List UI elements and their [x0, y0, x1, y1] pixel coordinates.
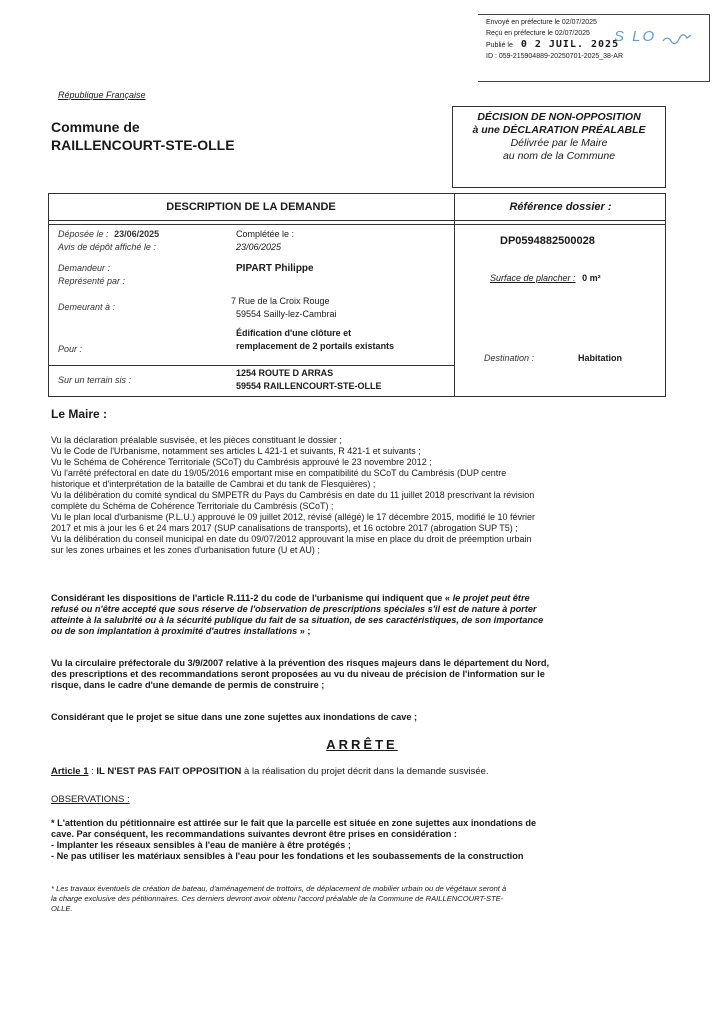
- article-1-bold: IL N'EST PAS FAIT OPPOSITION: [96, 766, 242, 777]
- prefecture-stamp: [478, 14, 710, 82]
- visa-line: Vu le plan local d'urbanisme (P.L.U.) approuvé le 09 juillet 2012, révisé (allégé) le 17 décembre 2015, modifié le 10 février: [51, 512, 535, 522]
- considerant-line: [51, 626, 669, 637]
- considerant-r111-2: [51, 593, 669, 637]
- visa-line: sur les zones urbaines et les zones d'urbanisation future (U et AU) ;: [51, 545, 320, 555]
- article-1: [51, 766, 669, 777]
- demande-divider-h1: [48, 220, 666, 221]
- surface-value: 0 m²: [582, 273, 601, 283]
- circulaire-line: des prescriptions et des recommandations seront proposées au vu du niveau de précision de l'information sur le: [51, 669, 545, 679]
- considerant-line-c: ou de son implantation à proximité d'autres installations: [51, 626, 298, 636]
- pour-line2: remplacement de 2 portails existants: [236, 341, 395, 351]
- reference-title: Référence dossier :: [509, 201, 612, 213]
- considerant-line: [51, 593, 669, 604]
- observation-line: - Ne pas utiliser les matériaux sensibles à l'eau pour les fondations et les soubassements de la construction: [51, 851, 524, 861]
- visa-line: historique et d'interprétation de la bataille de Cambrai et du tank de Flesquières) ;: [51, 479, 376, 489]
- le-maire-heading: Le Maire :: [51, 407, 108, 421]
- avis-label: Avis de dépôt affiché le :: [58, 242, 156, 252]
- arrete-text: ARRÊTE: [326, 737, 398, 752]
- observation-line: cave. Par conséquent, les recommandations suivantes devront être prises en considération :: [51, 829, 457, 839]
- stamp-signature-text: S LO: [614, 28, 657, 45]
- circulaire-line: risque, dans le cadre d'une demande de permis de construire ;: [51, 680, 325, 690]
- demandeur-value: PIPART Philippe: [236, 263, 314, 274]
- decision-line2: à une DÉCLARATION PRÉALABLE: [472, 124, 646, 136]
- circulaire-line: Vu la circulaire préfectorale du 3/9/2007 relative à la prévention des risques majeurs dans le département du Nord,: [51, 658, 550, 668]
- considerant-line-a: Considérant les dispositions de l'article R.111-2 du code de l'urbanisme qui indiquent que «: [51, 593, 453, 603]
- republique-francaise: République Française: [58, 90, 146, 100]
- visa-line: complète du Schéma de Cohérence Territoriale du Cambrésis (SCoT) ;: [51, 501, 334, 511]
- article-1-sep: :: [88, 766, 97, 777]
- article-1-rest: à la réalisation du projet décrit dans la demande susvisée.: [241, 766, 489, 777]
- observations-block: [51, 818, 669, 862]
- visa-line: 2017 et mis à jour les 6 et 24 mars 2017 (SUP canalisations de transports), et 16 octobre 2017 (abrogation SUP T5) ;: [51, 523, 518, 533]
- observations-heading: OBSERVATIONS :: [51, 794, 130, 805]
- demande-divider-h2: [48, 224, 666, 225]
- demande-divider-h3: [48, 365, 454, 366]
- visa-line: Vu l'arrêté préfectoral en date du 19/05/2016 emportant mise en compatibilité du SCoT du Cambrésis (DUP centre: [51, 468, 507, 478]
- footnote-line: * Les travaux éventuels de création de bateau, d'aménagement de trottoirs, de déplacement de mobilier urbain ou de végétaux seront à: [51, 884, 507, 893]
- considerant-line: atteinte à la salubrité ou à la sécurité publique du fait de sa situation, de ses caractéristiques, de son importance: [51, 615, 544, 625]
- commune-line2: RAILLENCOURT-STE-OLLE: [51, 137, 235, 153]
- demeurant-line1: 7 Rue de la Croix Rouge: [231, 296, 330, 306]
- visa-line: Vu la délibération du comité syndical du SMPETR du Pays du Cambrésis en date du 11 juillet 2018 prescrivant la révision: [51, 490, 535, 500]
- stamp-id: ID : 059-215904889-20250701-2025_38-AR: [486, 53, 623, 60]
- considerant-inondations: Considérant que le projet se situe dans une zone sujettes aux inondations de cave ;: [51, 712, 418, 722]
- footnote-line: la charge exclusive des pétitionnaires. Ces derniers devront avoir obtenu l'accord préalable de la Commune de RAILLENCOURT-STE-: [51, 894, 504, 903]
- footnote-block: [51, 884, 669, 914]
- observation-line: * L'attention du pétitionnaire est attirée sur le fait que la parcelle est située en zone sujettes aux inondations de: [51, 818, 537, 828]
- demande-title: DESCRIPTION DE LA DEMANDE: [166, 201, 336, 213]
- surface-label: Surface de plancher :: [490, 273, 576, 283]
- arrete-heading: [0, 737, 724, 752]
- considerant-line-d: » ;: [297, 626, 311, 636]
- signature-squiggle-icon: [662, 33, 692, 45]
- destination-label: Destination :: [484, 353, 535, 363]
- visas-block: [51, 435, 669, 556]
- decision-title-box: [452, 106, 666, 188]
- decision-line3: Délivrée par le Maire: [510, 137, 608, 149]
- stamp-publie-date: 0 2 JUIL. 2025: [520, 39, 620, 50]
- demeurant-label: Demeurant à :: [58, 302, 116, 312]
- decision-line1: DÉCISION DE NON-OPPOSITION: [477, 111, 641, 123]
- avis-value: 23/06/2025: [236, 242, 282, 252]
- article-1-label: Article 1: [51, 766, 89, 777]
- visa-line: Vu le Code de l'Urbanisme, notamment ses articles L 421-1 et suivants, R 421-1 et suivants ;: [51, 446, 421, 456]
- considerant-line: refusé ou n'être accepté que sous réserve de l'observation de prescriptions spéciales s'il est de nature à porter: [51, 604, 537, 614]
- circulaire-block: [51, 658, 669, 691]
- demandeur-label: Demandeur :: [58, 263, 111, 273]
- stamp-recu: Reçu en préfecture le 02/07/2025: [486, 30, 590, 37]
- pour-line1: Édification d'une clôture et: [236, 328, 352, 338]
- completee-label: Complétée le :: [236, 229, 295, 239]
- terrain-label: Sur un terrain sis :: [58, 375, 132, 385]
- deposee-label-text: Déposée le :: [58, 229, 109, 239]
- terrain-line1: 1254 ROUTE D ARRAS: [236, 368, 334, 378]
- reference-value: DP0594882500028: [500, 235, 595, 247]
- commune-name: [51, 118, 235, 154]
- observation-line: - Implanter les réseaux sensibles à l'eau de manière à être protégés ;: [51, 840, 351, 850]
- visa-line: Vu la déclaration préalable susvisée, et les pièces constituant le dossier ;: [51, 435, 342, 445]
- stamp-envoye: Envoyé en préfecture le 02/07/2025: [486, 19, 597, 26]
- deposee-value: 23/06/2025: [114, 229, 160, 239]
- represente-label: Représenté par :: [58, 276, 126, 286]
- commune-line1: Commune de: [51, 119, 140, 135]
- surface-row: [490, 273, 601, 283]
- pour-label: Pour :: [58, 344, 83, 354]
- visa-line: Vu la délibération du conseil municipal en date du 09/07/2012 approuvant la mise en place du droit de préemption urbain: [51, 534, 532, 544]
- visa-line: Vu le Schéma de Cohérence Territoriale (SCoT) du Cambrésis approuvé le 23 novembre 2012 ;: [51, 457, 432, 467]
- decision-line4: au nom de la Commune: [502, 150, 616, 162]
- destination-value: Habitation: [578, 353, 622, 363]
- deposee-label: [58, 229, 159, 239]
- terrain-line2: 59554 RAILLENCOURT-STE-OLLE: [236, 381, 382, 391]
- stamp-publie-label: Publié le: [486, 42, 513, 49]
- demeurant-line2: 59554 Sailly-lez-Cambrai: [236, 309, 337, 319]
- footnote-line: OLLE.: [51, 904, 73, 913]
- considerant-line-b: le projet peut être: [452, 593, 530, 603]
